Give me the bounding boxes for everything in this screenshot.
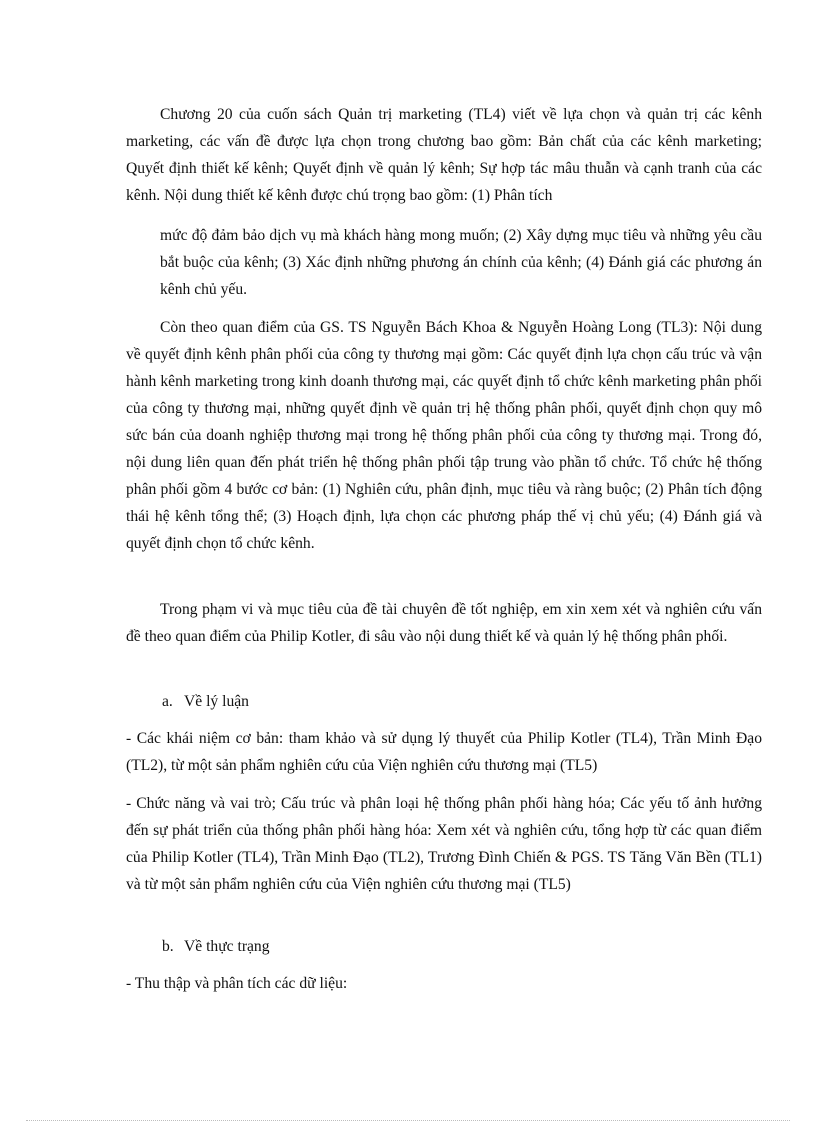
section-title: Về lý luận [184, 693, 249, 710]
paragraph-scope: Trong phạm vi và mục tiêu của đề tài chuyên đề tốt nghiệp, em xin xem xét và nghiên cứu vấn đề theo quan điểm của Philip Kotler, đi sâu vào nội dung thiết kế và quản lý hệ thống phân phối. [126, 601, 762, 645]
section-marker: b. [162, 938, 174, 955]
section-marker: a. [162, 693, 173, 710]
paragraph-channel-design-steps: mức độ đảm bảo dịch vụ mà khách hàng mong muốn; (2) Xây dựng mục tiêu và những yêu cầu bắt buộc của kênh; (3) Xác định những phương án chính của kênh; (4) Đánh giá các phương án kênh chủ yếu. [160, 227, 762, 298]
section-heading-theory [162, 688, 249, 715]
paragraph-nguyen-bach-khoa-view: Còn theo quan điểm của GS. TS Nguyễn Bách Khoa & Nguyễn Hoàng Long (TL3): Nội dung về quyết định kênh phân phối của công ty thương mại gồm: Các quyết định lựa chọn cấu trúc và vận hành kênh marketing trong kinh doanh thương mại, các quyết định tổ chức kênh marketing phân phối của công ty thương mại, những quyết định về quản trị hệ thống phân phối, quyết định chọn quy mô sức bán của doanh nghiệp thương mại trong hệ thống phân phối của công ty thương mại. Trong đó, nội dung liên quan đến phát triển hệ thống phân phối tập trung vào phần tổ chức. Tổ chức hệ thống phân phối gồm 4 bước cơ bản: (1) Nghiên cứu, phân định, mục tiêu và ràng buộc; (2) Phân tích động thái hệ kênh tổng thể; (3) Hoạch định, lựa chọn các phương pháp thế vị chủ yếu; (4) Đánh giá và quyết định chọn tổ chức kênh. [126, 319, 762, 552]
bullet-data-collection: - Thu thập và phân tích các dữ liệu: [126, 975, 348, 992]
paragraph-chapter-20: Chương 20 của cuốn sách Quản trị marketing (TL4) viết về lựa chọn và quản trị các kênh marketing, các vấn đề được lựa chọn trong chương bao gồm: Bản chất của các kênh marketing; Quyết định thiết kế kênh; Quyết định về quản lý kênh; Sự hợp tác mâu thuẫn và cạnh tranh của các kênh. Nội dung thiết kế kênh được chú trọng bao gồm: (1) Phân tích [126, 106, 762, 204]
section-title: Về thực trạng [184, 938, 270, 955]
section-heading-reality [162, 933, 270, 960]
bullet-basic-concepts: - Các khái niệm cơ bản: tham khảo và sử dụng lý thuyết của Philip Kotler (TL4), Trần Minh Đạo (TL2), từ một sản phẩm nghiên cứu của Viện nghiên cứu thương mại (TL5) [126, 730, 762, 774]
page-bottom-divider [26, 1120, 790, 1121]
bullet-functions-roles: - Chức năng và vai trò; Cấu trúc và phân loại hệ thống phân phối hàng hóa; Các yếu tố ảnh hưởng đến sự phát triển của thống phân phối hàng hóa: Xem xét và nghiên cứu, tổng hợp từ các quan điểm của Philip Kotler (TL4), Trần Minh Đạo (TL2), Trương Đình Chiến & PGS. TS Tăng Văn Bền (TL1) và từ một sản phẩm nghiên cứu của Viện nghiên cứu thương mại (TL5) [126, 795, 762, 893]
